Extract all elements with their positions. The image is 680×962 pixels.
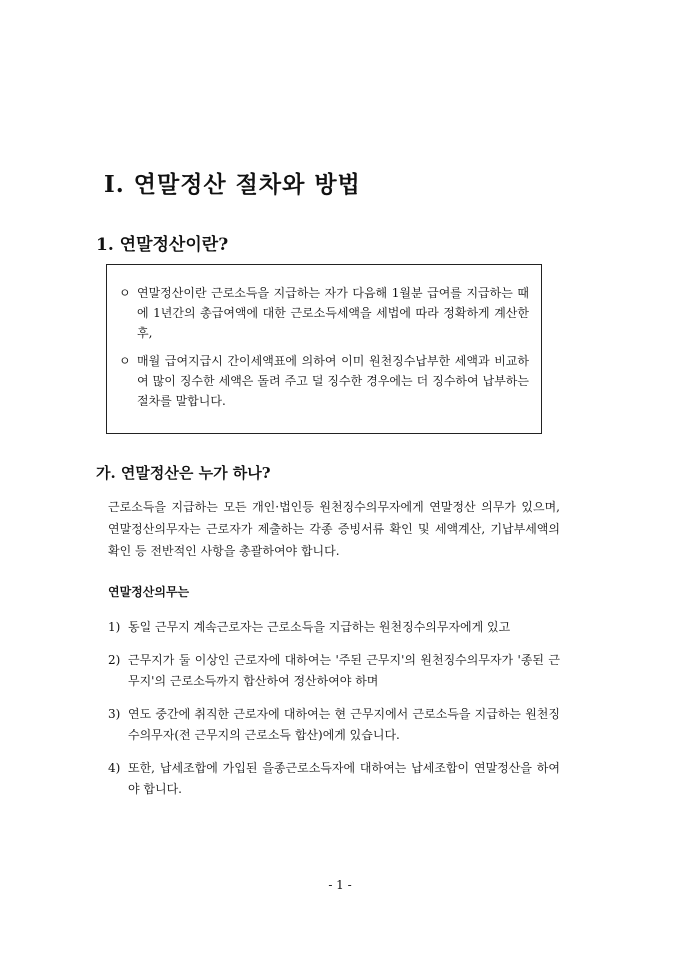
sub-heading: 가. 연말정산은 누가 하나? bbox=[96, 464, 271, 482]
page-number: - 1 - bbox=[328, 878, 352, 892]
list-item-number: 3) bbox=[108, 707, 121, 721]
list-item-number: 2) bbox=[108, 653, 121, 667]
bullet-icon: ㅇ bbox=[119, 286, 131, 300]
list-item bbox=[108, 617, 560, 638]
list-item-number: 1) bbox=[108, 620, 121, 634]
list-item-text: 근무지가 둘 이상인 근로자에 대하여는 '주된 근무지'의 원천징수의무자가 '종된 근무지'의 근로소득까지 합산하여 정산하여야 하며 bbox=[128, 653, 560, 688]
bullet-icon: ㅇ bbox=[119, 354, 131, 368]
page-title: Ⅰ. 연말정산 절차와 방법 bbox=[104, 171, 361, 198]
list-item-text: 연도 중간에 취직한 근로자에 대하여는 현 근무지에서 근로소득을 지급하는 원천징수의무자(전 근무지의 근로소득 합산)에게 있습니다. bbox=[128, 707, 560, 742]
list-item bbox=[108, 758, 560, 800]
list-item bbox=[108, 704, 560, 746]
duty-list bbox=[108, 617, 560, 812]
definition-box bbox=[106, 264, 542, 434]
body-paragraph: 근로소득을 지급하는 모든 개인·법인등 원천징수의무자에게 연말정산 의무가 있으며, 연말정산의무자는 근로자가 제출하는 각종 증빙서류 확인 및 세액계산, 기납부세액의 확인 등 전반적인 사항을 총괄하여야 합니다. bbox=[108, 500, 560, 558]
definition-text: 연말정산이란 근로소득을 지급하는 자가 다음해 1월분 급여를 지급하는 때에 1년간의 총급여액에 대한 근로소득세액을 세법에 따라 정확하게 계산한 후, bbox=[137, 286, 529, 340]
definition-text: 매월 급여지급시 간이세액표에 의하여 이미 원천징수납부한 세액과 비교하여 많이 징수한 세액은 돌려 주고 덜 징수한 경우에는 더 징수하여 납부하는 절차를 말합니다. bbox=[137, 354, 529, 408]
list-item-number: 4) bbox=[108, 761, 121, 775]
duty-heading: 연말정산의무는 bbox=[108, 585, 190, 599]
list-item-text: 또한, 납세조합에 가입된 을종근로소득자에 대하여는 납세조합이 연말정산을 하여야 합니다. bbox=[128, 761, 560, 796]
section-heading: 1. 연말정산이란? bbox=[96, 235, 229, 255]
list-item bbox=[108, 650, 560, 692]
definition-item bbox=[119, 283, 529, 343]
list-item-text: 동일 근무지 계속근로자는 근로소득을 지급하는 원천징수의무자에게 있고 bbox=[128, 620, 511, 634]
definition-item bbox=[119, 351, 529, 411]
